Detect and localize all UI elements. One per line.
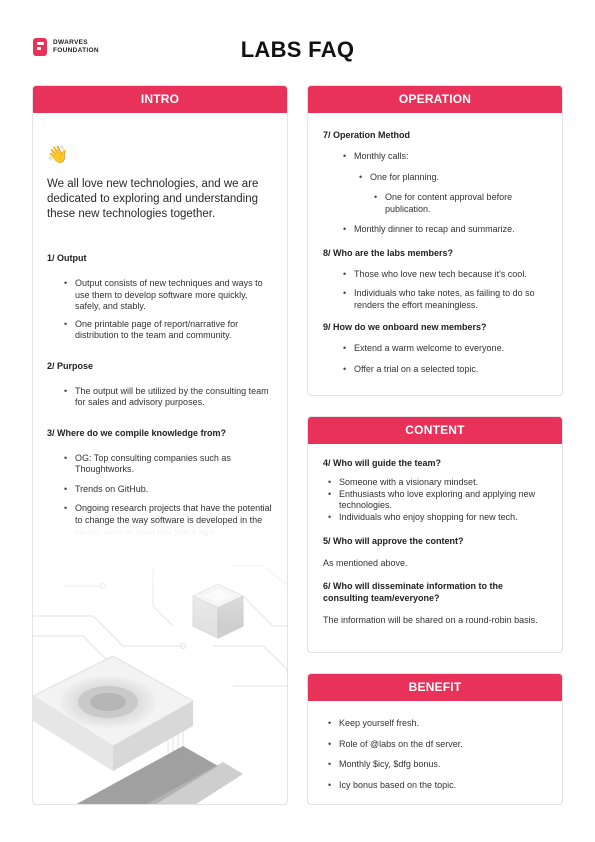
purpose-question: 2/ Purpose [47, 360, 94, 371]
planning-text: One for planning. [370, 171, 440, 182]
operation-header: OPERATION [308, 86, 562, 113]
list-item: • Keep yourself fresh. [328, 718, 547, 730]
onboard-question: 9/ How do we onboard new members? [323, 322, 487, 332]
operation-method-list [343, 151, 547, 236]
disseminate-question: 6/ Who will disseminate information to the consulting team/everyone? [323, 581, 504, 603]
logo-line-1: DWARVES [53, 39, 88, 46]
list-item: • Ongoing research projects that have the potential to change the way software is developed in the [64, 503, 273, 538]
planning-sublist [374, 192, 547, 215]
knowledge-question: 3/ Where do we compile knowledge from? [47, 427, 227, 438]
intro-panel [32, 85, 288, 805]
intro-header: INTRO [33, 86, 287, 113]
operation-method-question: 7/ Operation Method [323, 130, 411, 140]
list-item: • Trends on GitHub. [64, 484, 273, 496]
labs-members-list [343, 269, 547, 312]
list-item: • Monthly $icy, $dfg bonus. [328, 759, 547, 771]
list-item: • Enthusiasts who love exploring and applying new technologies. [328, 489, 547, 512]
list-item: • Individuals who enjoy shopping for new tech. [328, 512, 547, 524]
circuit-illustration [33, 526, 288, 805]
list-item: • Output consists of new techniques and ways to use them to develop software more quickly, safely, and stably. [64, 278, 273, 313]
operation-panel [307, 85, 563, 396]
output-question: 1/ Output [47, 253, 87, 263]
output-list [64, 278, 273, 342]
list-item: • Role of @labs on the df server. [328, 739, 547, 751]
list-item [359, 172, 547, 216]
list-item: • The output will be utilized by the consulting team for sales and advisory purposes. [64, 386, 273, 409]
onboard-list [343, 343, 547, 375]
benefit-list [328, 718, 547, 791]
labs-members-question: 8/ Who are the labs members? [323, 247, 454, 258]
approve-question: 5/ Who will approve the content? [323, 536, 464, 546]
waving-hand-emoji: 👋 [47, 145, 69, 164]
purpose-list [64, 386, 273, 409]
list-item: • OG: Top consulting companies such as Thoughtworks. [64, 453, 273, 476]
monthly-calls-text: Monthly calls: [354, 151, 409, 161]
content-header: CONTENT [308, 417, 562, 444]
page-title: LABS FAQ [240, 37, 355, 62]
logo-line-2: FOUNDATION [53, 47, 99, 54]
list-item: • Icy bonus based on the topic. [328, 780, 547, 792]
approve-answer: As mentioned above. [323, 558, 408, 568]
list-item: • One printable page of report/narrative for distribution to the team and community. [64, 319, 273, 342]
knowledge-list [64, 453, 273, 538]
guide-question: 4/ Who will guide the team? [323, 458, 442, 468]
guide-list [328, 477, 547, 523]
list-item [343, 151, 547, 215]
intro-lead: We all love new technologies, and we are dedicated to exploring and understanding these new technologies together. [47, 178, 259, 220]
benefit-panel [307, 673, 563, 805]
list-item: • Those who love new tech because it's cool. [343, 269, 547, 281]
disseminate-answer: The information will be shared on a round-robin basis. [323, 615, 538, 625]
content-panel [307, 416, 563, 653]
benefit-header: BENEFIT [308, 674, 562, 701]
list-item: • Extend a warm welcome to everyone. [343, 343, 547, 355]
list-item: • One for content approval before publication. [374, 192, 547, 215]
monthly-calls-sublist [359, 172, 547, 216]
list-item: • Individuals who take notes, as failing to do so renders the effort meaningless. [343, 288, 547, 311]
list-item: • Monthly dinner to recap and summarize. [343, 224, 547, 236]
list-item: • Someone with a visionary mindset. [328, 477, 547, 489]
list-item: • Offer a trial on a selected topic. [343, 364, 547, 376]
